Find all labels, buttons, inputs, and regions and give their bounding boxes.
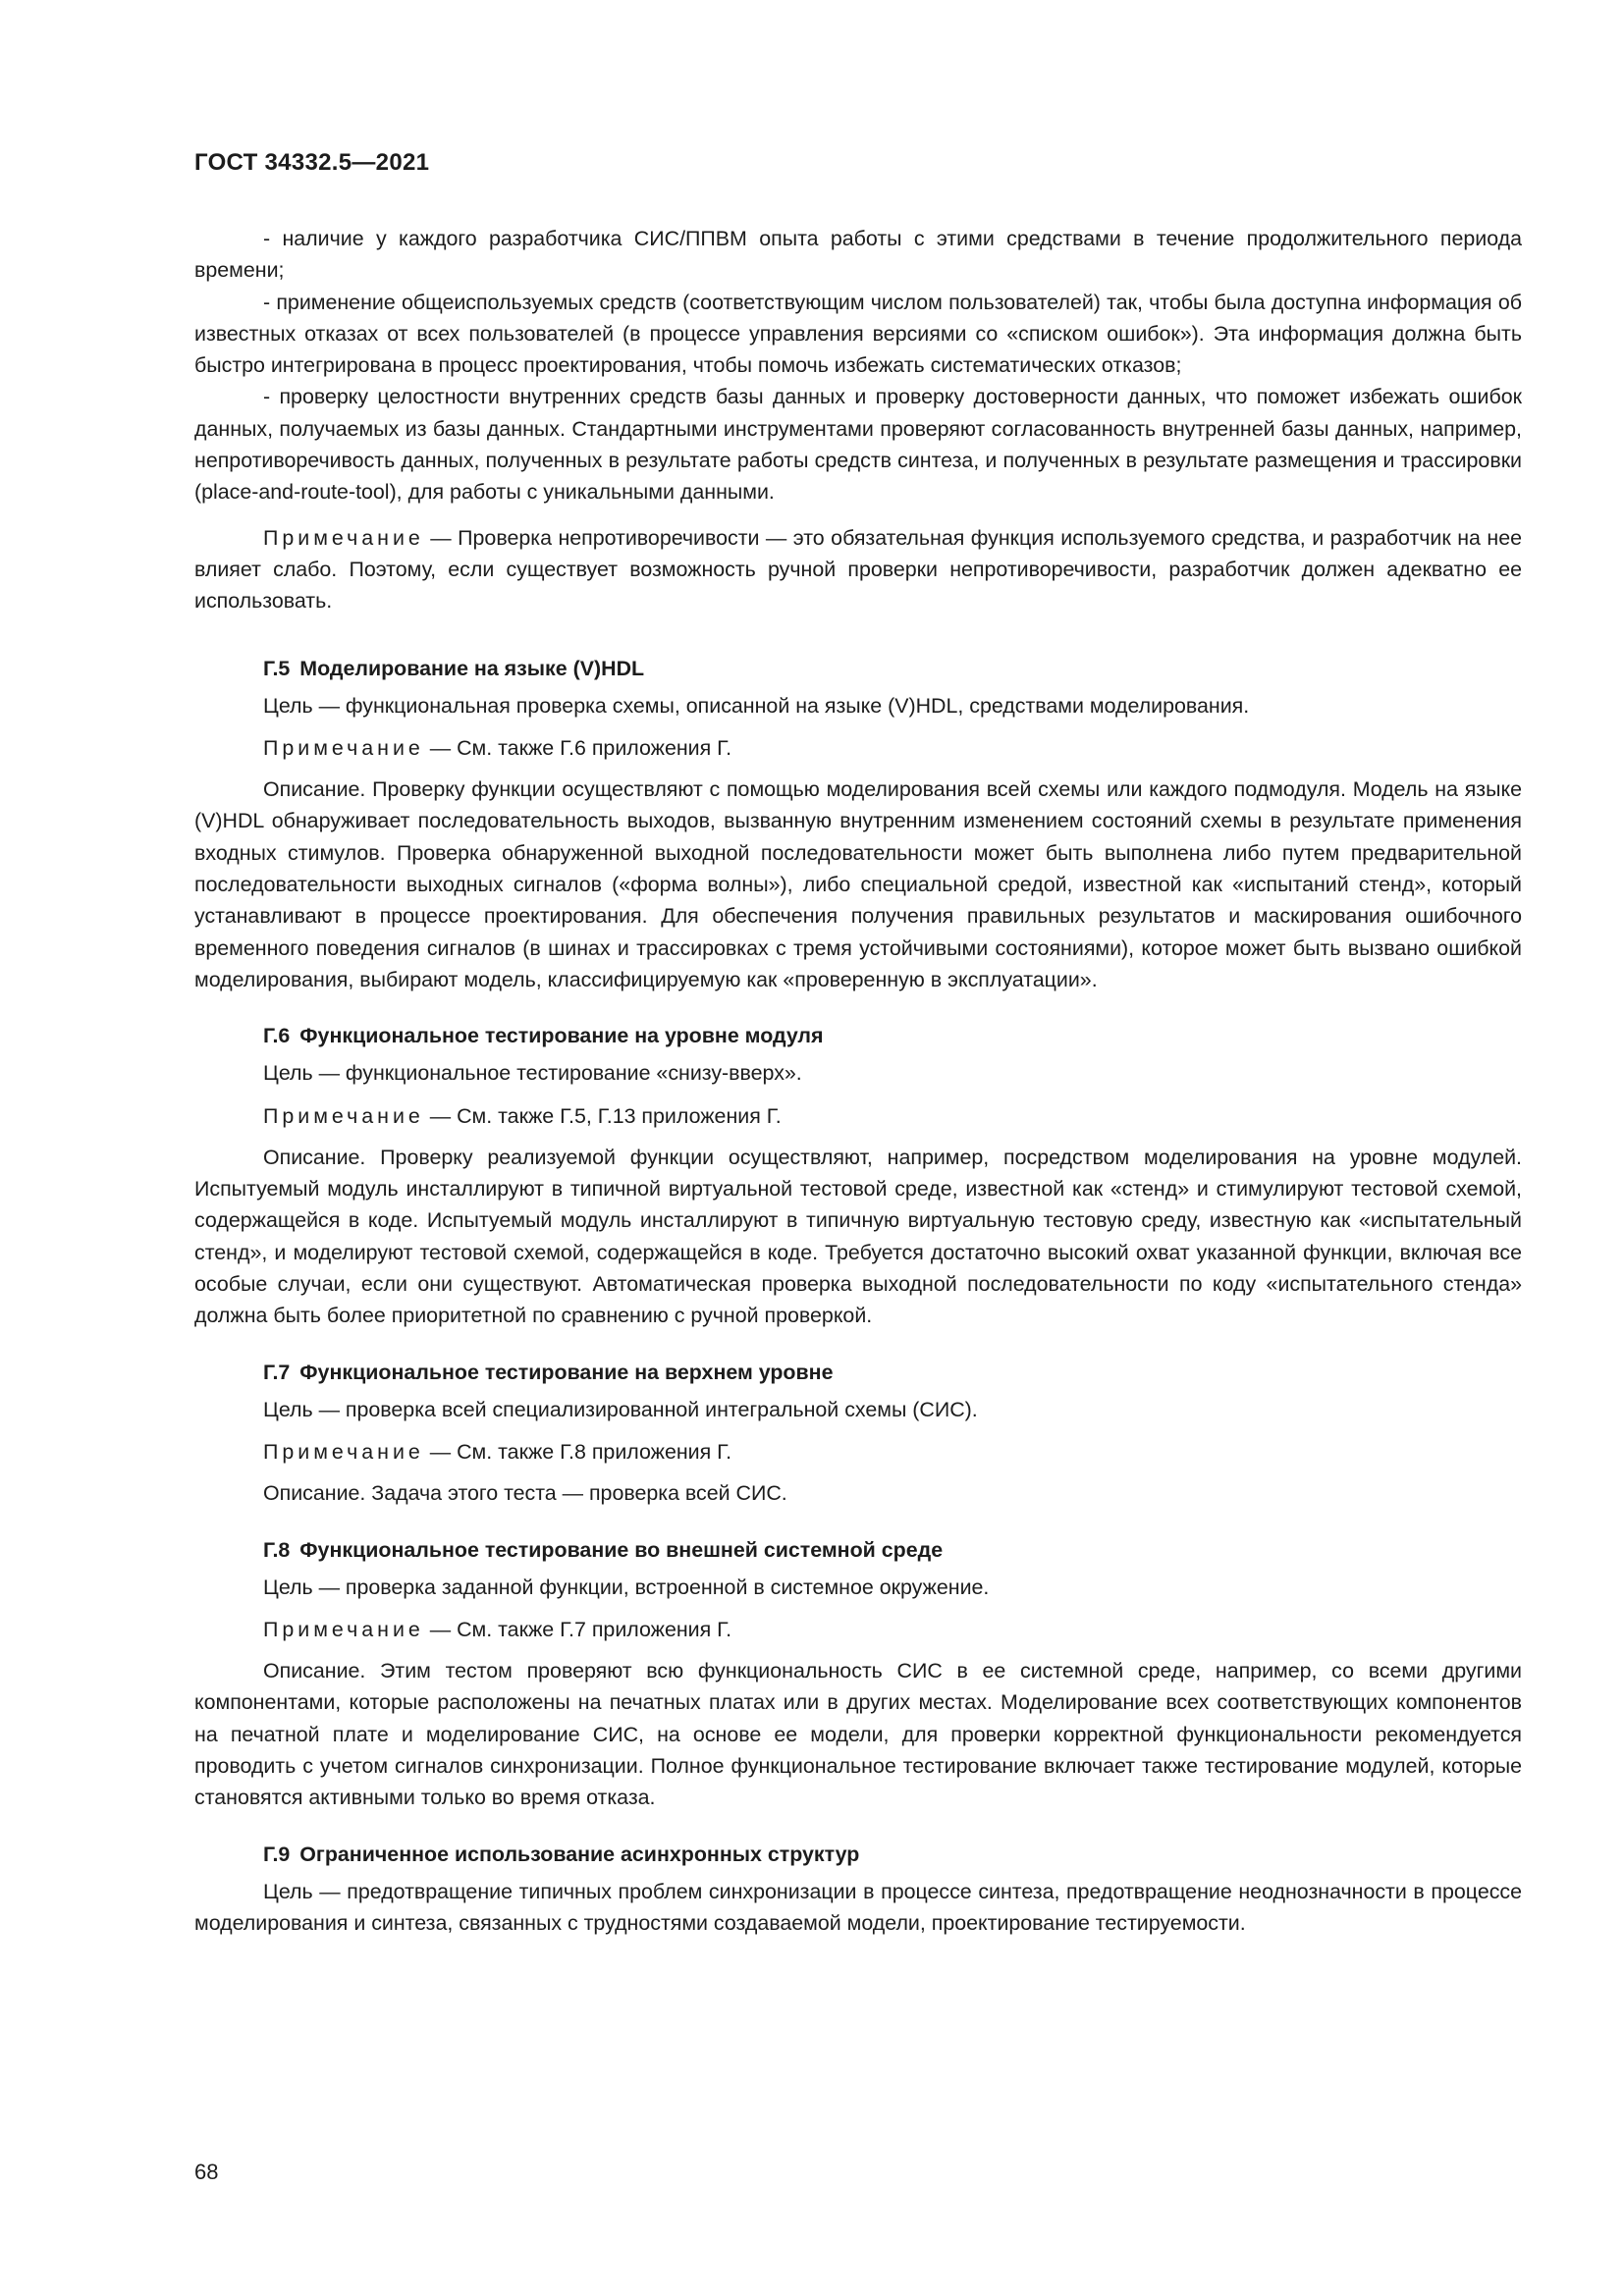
note-text: — См. также Г.5, Г.13 приложения Г. — [423, 1103, 782, 1128]
note-label: Примечание — [263, 1617, 424, 1641]
section-description: Описание. Проверку реализуемой функции осуществляют, например, посредством моделирования на уровне модулей. Испытуемый модуль инсталлируют в типичной виртуальной тестовой среде, известной как «стенд» и стимулируют тестовой схемой, содержащейся в коде. Испытуемый модуль инсталлируют в типичную виртуальную тестовую среду, известную как «испытательный стенд», и моделируют тестовой схемой, содержащейся в коде. Требуется достаточно высокий охват указанной функции, включая все особые случаи, если они существуют. Автоматическая проверка выходной последовательности по коду «испытательного стенда» должна быть более приоритетной по сравнению с ручной проверкой. — [194, 1145, 1522, 1328]
section-number: Г.6 — [263, 1024, 291, 1048]
section-goal: Цель — функциональное тестирование «снизу-вверх». — [263, 1061, 802, 1086]
section-description: Описание. Проверку функции осуществляют с помощью моделирования всей схемы или каждого подмодуля. Модель на языке (V)HDL обнаруживает последовательность выходов, вызванную внутренним изменением состояний схемы в результате применения входных стимулов. Проверка обнаруженной выходной последовательности может быть выполнена либо путем предварительной последовательности выходных сигналов («форма волны»), либо специальной средой, известной как «испытаний стенд», который устанавливают в процессе проектирования. Для обеспечения получения правильных результатов и маскирования ошибочного временного поведения сигналов (в шинах и трассировках с тремя устойчивыми состояниями), которое может быть вызвано ошибкой моделирования, выбирают модель, классифицируемую как «проверенную в эксплуатации». — [194, 777, 1522, 991]
note-label: Примечание — [263, 1103, 424, 1128]
intro-note — [194, 522, 1522, 617]
section-goal: Цель — функциональная проверка схемы, описанной на языке (V)HDL, средствами моделирования. — [263, 693, 1250, 718]
section-note — [194, 732, 1522, 764]
note-text: — См. также Г.6 приложения Г. — [423, 735, 732, 760]
section-number: Г.9 — [263, 1842, 291, 1866]
section-number: Г.5 — [263, 656, 291, 680]
section-goal: Цель — проверка заданной функции, встроенной в системное окружение. — [263, 1575, 990, 1599]
note-label: Примечание — [263, 735, 424, 760]
section-note — [194, 1100, 1522, 1132]
section-description: Описание. Этим тестом проверяют всю функциональность СИС в ее системной среде, например, со всеми другими компонентами, которые расположены на печатных платах или в других местах. Моделирование всех соответствующих компонентов на печатной плате и моделирование СИС, на основе ее модели, для проверки корректной функциональности рекомендуется проводить с учетом сигналов синхронизации. Полное функциональное тестирование включает также тестирование модулей, которые становятся активными только во время отказа. — [194, 1659, 1522, 1810]
note-text: — См. также Г.7 приложения Г. — [423, 1617, 732, 1641]
standard-header: ГОСТ 34332.5—2021 — [194, 149, 430, 176]
page-body — [194, 223, 1522, 1939]
section-note — [194, 1614, 1522, 1645]
section-heading — [194, 1020, 1522, 1051]
section-number: Г.8 — [263, 1537, 291, 1562]
note-text: — См. также Г.8 приложения Г. — [423, 1439, 732, 1464]
section-title: Функциональное тестирование во внешней системной среде — [299, 1537, 944, 1562]
section-note — [194, 1436, 1522, 1468]
intro-paragraph: - проверку целостности внутренних средств базы данных и проверку достоверности данных, что поможет избежать ошибок данных, получаемых из базы данных. Стандартными инструментами проверяют согласованность внутренней базы данных, например, непротиворечивость данных, полученных в результате работы средств синтеза, и полученных в результате размещения и трассировки (place-and-route-tool), для работы с уникальными данными. — [194, 385, 1522, 505]
section-title: Функциональное тестирование на уровне модуля — [299, 1024, 824, 1048]
note-label: Примечание — [263, 525, 424, 550]
section-goal: Цель — предотвращение типичных проблем синхронизации в процессе синтеза, предотвращение неоднозначности в процессе моделирования и синтеза, связанных с трудностями создаваемой модели, проектирование тестируемости. — [194, 1879, 1522, 1935]
note-label: Примечание — [263, 1439, 424, 1464]
section-description: Описание. Задача этого теста — проверка всей СИС. — [263, 1481, 787, 1506]
section-title: Моделирование на языке (V)HDL — [299, 656, 645, 680]
section-title: Ограниченное использование асинхронных структур — [299, 1842, 860, 1866]
intro-paragraph: - применение общеиспользуемых средств (соответствующим числом пользователей) так, чтобы была доступна информация об известных отказах от всех пользователей (в процессе управления версиями со «списком ошибок»). Эта информация должна быть быстро интегрирована в процесс проектирования, чтобы помочь избежать систематических отказов; — [194, 290, 1522, 378]
section-goal: Цель — проверка всей специализированной интегральной схемы (СИС). — [263, 1397, 978, 1421]
section-heading — [194, 1839, 1522, 1870]
section-heading — [194, 1357, 1522, 1388]
section-heading — [194, 653, 1522, 684]
note-text: — Проверка непротиворечивости — это обязательная функция используемого средства, и разработчик на нее влияет слабо. Поэтому, если существует возможность ручной проверки непротиворечивости, разработчик должен адекватно ее использовать. — [194, 525, 1522, 614]
page-number: 68 — [194, 2160, 219, 2184]
intro-paragraph: - наличие у каждого разработчика СИС/ППВМ опыта работы с этими средствами в течение продолжительного периода времени; — [194, 227, 1522, 283]
section-heading — [194, 1534, 1522, 1566]
section-number: Г.7 — [263, 1360, 291, 1384]
section-title: Функциональное тестирование на верхнем уровне — [299, 1360, 834, 1384]
